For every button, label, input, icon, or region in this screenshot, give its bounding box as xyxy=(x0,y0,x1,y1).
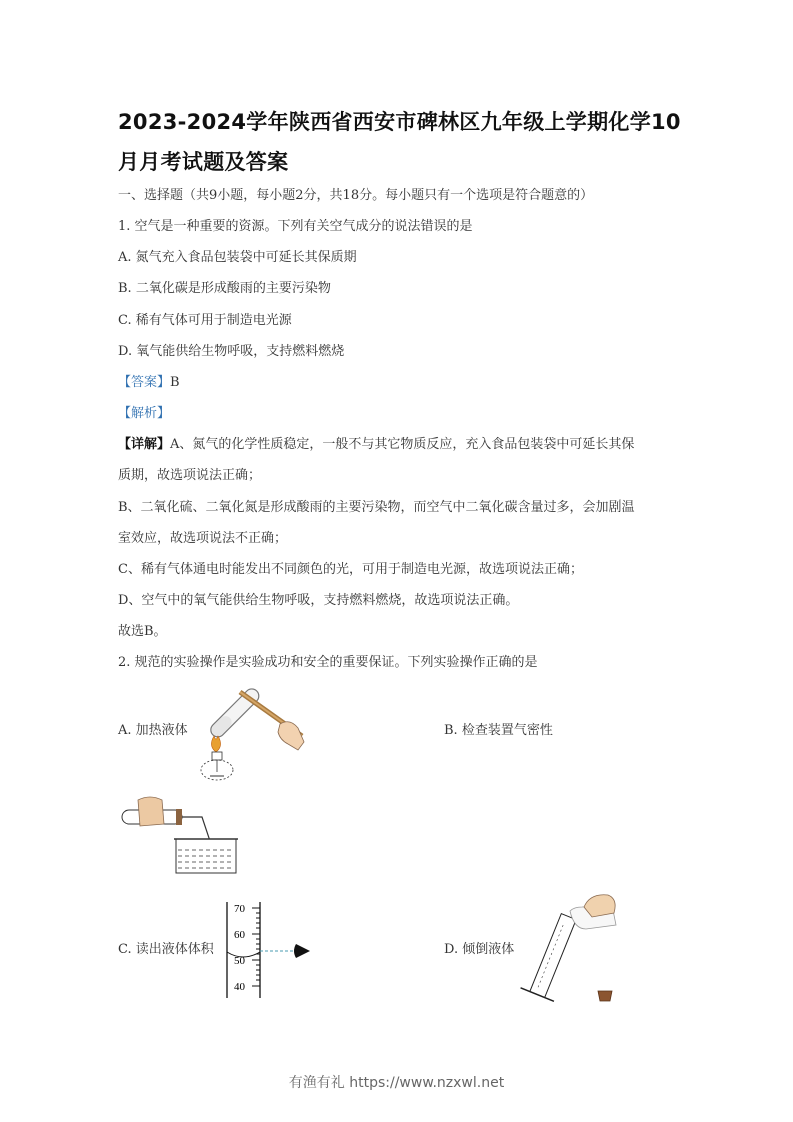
q2-option-a-label: A. 加热液体 xyxy=(118,723,188,738)
tick-label-50: 50 xyxy=(234,955,245,967)
question-2-stem: 2. 规范的实验操作是实验成功和安全的重要保证。下列实验操作正确的是 xyxy=(118,655,538,670)
q1-detail-line-3: B、二氧化硫、二氧化氮是形成酸雨的主要污染物，而空气中二氧化碳含量过多，会加剧温 xyxy=(118,500,635,515)
tick-label-60: 60 xyxy=(234,929,245,941)
q1-option-c: C. 稀有气体可用于制造电光源 xyxy=(118,313,292,328)
eye-icon xyxy=(294,944,310,958)
q1-detail-line-2: 质期，故选项说法正确； xyxy=(118,468,262,483)
q1-detail-line-4: 室效应，故选项说法不正确； xyxy=(118,531,288,546)
document-title-line-1: 2023-2024学年陕西省西安市碑林区九年级上学期化学10 xyxy=(118,110,681,134)
section-heading: 一、选择题（共9小题，每小题2分，共18分。每小题只有一个选项是符合题意的） xyxy=(118,188,594,203)
q1-option-a: A. 氮气充入食品包装袋中可延长其保质期 xyxy=(118,250,357,265)
airtightness-check-figure xyxy=(118,792,248,880)
answer-tag: 【答案】 xyxy=(118,375,171,390)
pouring-liquid-figure xyxy=(520,893,630,1005)
q2-option-d-label: D. 倾倒液体 xyxy=(444,942,515,957)
document-title-line-2: 月月考试题及答案 xyxy=(118,150,289,174)
q1-detail-line-6: D、空气中的氧气能供给生物呼吸，支持燃料燃烧，故选项说法正确。 xyxy=(118,593,519,608)
q1-option-d: D. 氧气能供给生物呼吸，支持燃料燃烧 xyxy=(118,344,345,359)
detail-text: A、氮气的化学性质稳定，一般不与其它物质反应，充入食品包装袋中可延长其保 xyxy=(170,437,635,452)
graduated-cylinder-reading-figure xyxy=(222,898,322,1000)
detail-tag: 【详解】 xyxy=(118,437,171,452)
q1-answer xyxy=(118,375,180,391)
tick-label-40: 40 xyxy=(234,981,245,993)
answer-value: B xyxy=(170,375,180,390)
q2-option-c-label: C. 读出液体体积 xyxy=(118,942,214,957)
heating-liquid-figure xyxy=(192,680,312,782)
q1-detail-line-5: C、稀有气体通电时能发出不同颜色的光，可用于制造电光源，故选项说法正确； xyxy=(118,562,583,577)
q2-option-b-label: B. 检查装置气密性 xyxy=(444,723,553,738)
analysis-tag: 【解析】 xyxy=(118,406,171,421)
q1-detail-line-7: 故选B。 xyxy=(118,624,167,639)
tick-label-70: 70 xyxy=(234,903,245,915)
watermark-footer: 有渔有礼 https://www.nzxwl.net xyxy=(288,1075,505,1091)
q1-detail-line-1 xyxy=(118,437,634,453)
q1-analysis xyxy=(118,406,170,422)
q1-option-b: B. 二氧化碳是形成酸雨的主要污染物 xyxy=(118,281,331,296)
question-1-stem: 1. 空气是一种重要的资源。下列有关空气成分的说法错误的是 xyxy=(118,219,473,234)
